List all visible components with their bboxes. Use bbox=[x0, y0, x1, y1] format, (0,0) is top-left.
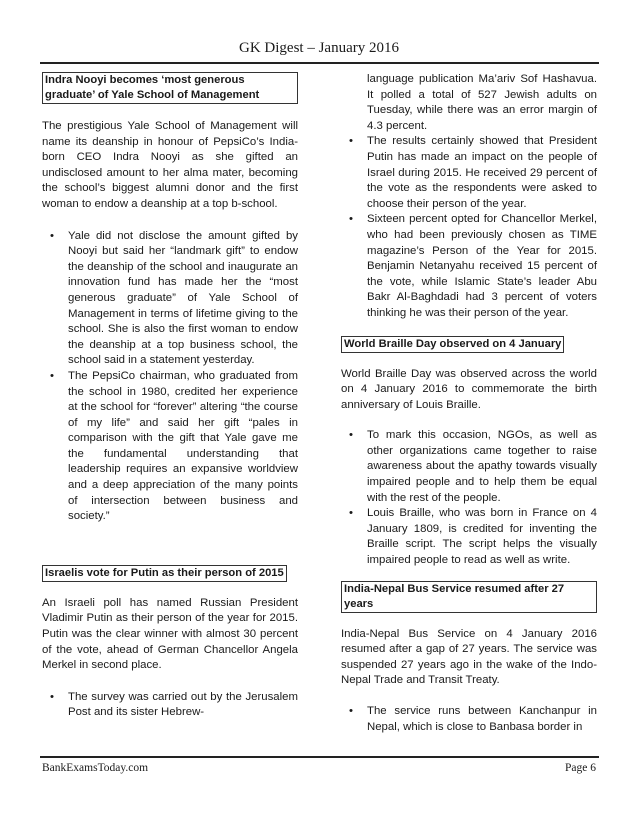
bullet-icon: • bbox=[50, 229, 54, 242]
list-item: • Yale did not disclose the amount gifted by Nooyi but said her “landmark gift” to endow the deanship of the school and inaugurate an innovation fund has made her the “most generous graduate” of Yale School of Management in terms of lifetime giving to the school. She is also the first woman to endow the deanship at a top business school, the school said in a statement yesterday. bbox=[50, 229, 298, 367]
right-column bbox=[341, 72, 597, 735]
article-paragraph-nooyi: The prestigious Yale School of Management will name its deanship in honour of PepsiCo’s India-born CEO Indra Nooyi as she gifted an undisclosed amount to her alma mater, becoming the school’s biggest alumni donor and the first woman to endow a deanship at a top b-school. bbox=[42, 120, 298, 210]
article-heading-bus-service: India-Nepal Bus Service resumed after 27 years bbox=[341, 581, 597, 613]
article-continuation-putin: language publication Ma’ariv Sof Hashavua. It polled a total of 527 Jewish adults on Tuesday, while there was an error margin of 4.3 percent. bbox=[367, 73, 597, 132]
list-item: • The results certainly showed that President Putin has made an impact on the people of Israel during 2015. He received 29 percent of the vote as the respondents were asked to choose their person of the year. bbox=[349, 135, 597, 210]
page-number: Page 6 bbox=[565, 762, 596, 774]
bullet-list-putin bbox=[42, 690, 298, 721]
list-item: • The survey was carried out by the Jerusalem Post and its sister Hebrew- bbox=[50, 690, 298, 719]
footer-divider bbox=[40, 756, 599, 758]
article-paragraph-putin: An Israeli poll has named Russian President Vladimir Putin as their person of the year for 2015. Putin was the clear winner with almost 30 percent of the vote, ahead of German Chancellor Angela Merkel in second place. bbox=[42, 596, 298, 672]
list-item: • The PepsiCo chairman, who graduated from the school in 1980, credited her experience at the school for “forever” altering “the course of my life” and said her gift “pales in comparison with the gift that Yale gave me the fundamental understanding that leadership requires an expansive worldview and a deep appreciation of the many points of intersection between business and society.” bbox=[50, 369, 298, 523]
bullet-icon: • bbox=[349, 213, 353, 226]
header-divider bbox=[40, 62, 599, 64]
article-paragraph-braille: World Braille Day was observed across the world on 4 January 2016 to commemorate the birth anniversary of Louis Braille. bbox=[341, 367, 597, 411]
list-item: • Louis Braille, who was born in France on 4 January 1809, is credited for inventing the Braille script. The script helps the visually impaired people to read as well as write. bbox=[349, 507, 597, 567]
bullet-icon: • bbox=[50, 690, 54, 703]
bullet-list-putin-continued bbox=[341, 134, 597, 321]
article-paragraph-bus-service: India-Nepal Bus Service on 4 January 2016 resumed after a gap of 27 years. The service was suspended 27 years ago in the wake of the Indo-Nepal Trade and Transit Treaty. bbox=[341, 627, 597, 687]
bullet-icon: • bbox=[349, 705, 353, 717]
footer-site-name: BankExamsToday.com bbox=[42, 762, 149, 774]
bullet-list-nooyi bbox=[42, 229, 298, 525]
bullet-list-bus-service bbox=[341, 704, 597, 735]
bullet-icon: • bbox=[349, 429, 353, 442]
bullet-icon: • bbox=[349, 135, 353, 148]
article-heading-putin: Israelis vote for Putin as their person of 2015 bbox=[42, 565, 287, 582]
list-item: • The service runs between Kanchanpur in Nepal, which is close to Banbasa border in bbox=[349, 705, 597, 733]
page-title: GK Digest – January 2016 bbox=[239, 40, 399, 56]
list-item: • To mark this occasion, NGOs, as well as other organizations came together to raise awareness about the apathy towards visually impaired people and to help them be equal with the rest of the people. bbox=[349, 429, 597, 504]
bullet-icon: • bbox=[50, 369, 54, 382]
list-item: • Sixteen percent opted for Chancellor Merkel, who had been previously chosen as TIME magazine’s Person of the Year for 2015. Benjamin Netanyahu received 15 percent of the vote, while Islamic State’s leader Abu Bakr Al-Baghdadi had 3 percent of voters thinking he was their person of the year. bbox=[349, 213, 597, 319]
article-heading-braille: World Braille Day observed on 4 January bbox=[341, 336, 564, 353]
left-column bbox=[42, 72, 298, 721]
article-heading-nooyi: Indra Nooyi becomes ‘most generous graduate’ of Yale School of Management bbox=[42, 72, 298, 104]
bullet-list-braille bbox=[341, 428, 597, 568]
bullet-icon: • bbox=[349, 507, 353, 520]
